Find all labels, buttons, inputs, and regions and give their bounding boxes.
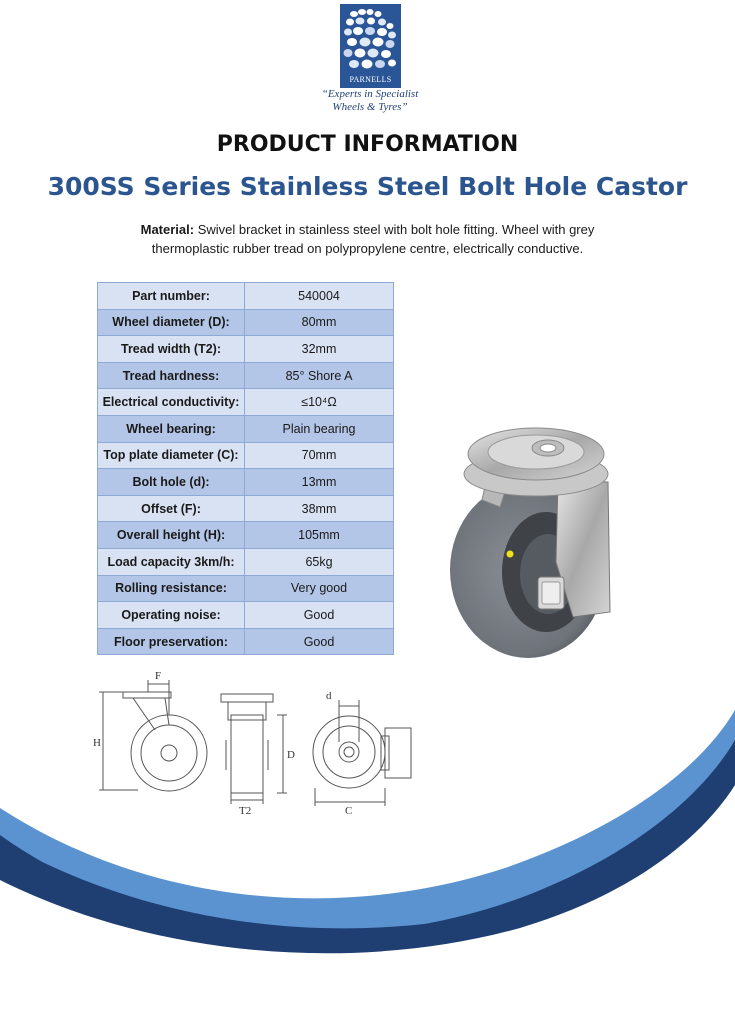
spec-value: Good (245, 602, 394, 629)
dim-label-height: H (93, 737, 101, 749)
spec-value: Plain bearing (245, 415, 394, 442)
spec-label: Floor preservation: (98, 628, 245, 655)
castor-product-image (438, 412, 638, 662)
decorative-wave (0, 690, 735, 1024)
spec-label: Tread width (T2): (98, 336, 245, 363)
spec-row (98, 495, 394, 522)
spec-row (98, 362, 394, 389)
spec-row (98, 628, 394, 655)
spec-label: Top plate diameter (C): (98, 442, 245, 469)
tagline-line-1: “Experts in Specialist (321, 88, 419, 100)
dim-label-tread-width: T2 (239, 805, 252, 815)
spec-value: 13mm (245, 469, 394, 496)
spec-row (98, 469, 394, 496)
spec-value: ≤10⁴Ω (245, 389, 394, 416)
spec-row (98, 336, 394, 363)
spec-value: 105mm (245, 522, 394, 549)
spec-row (98, 309, 394, 336)
spec-row (98, 575, 394, 602)
spec-label: Overall height (H): (98, 522, 245, 549)
spec-value: 85° Shore A (245, 362, 394, 389)
material-text: Swivel bracket in stainless steel with bolt hole fitting. Wheel with grey thermoplastic rubber tread on polypropylene centre, electrically conductive. (151, 222, 595, 256)
spec-row (98, 415, 394, 442)
spec-label: Operating noise: (98, 602, 245, 629)
spec-row (98, 389, 394, 416)
spec-label: Rolling resistance: (98, 575, 245, 602)
spec-value: 80mm (245, 309, 394, 336)
spec-table (97, 282, 394, 655)
spec-row (98, 283, 394, 310)
dim-label-top-plate: C (345, 805, 353, 815)
tagline-line-2: Wheels & Tyres” (332, 101, 408, 113)
spec-label: Wheel bearing: (98, 415, 245, 442)
page-title: PRODUCT INFORMATION (216, 132, 519, 157)
dim-label-diameter: D (287, 749, 295, 761)
dim-label-offset: F (155, 670, 162, 682)
dim-label-bolt-hole: d (326, 690, 332, 702)
spec-value: 65kg (245, 548, 394, 575)
spec-value: 32mm (245, 336, 394, 363)
spec-label: Bolt hole (d): (98, 469, 245, 496)
company-logo (340, 4, 401, 88)
spec-row (98, 442, 394, 469)
spec-label: Part number: (98, 283, 245, 310)
spec-label: Tread hardness: (98, 362, 245, 389)
material-label: Material: (140, 222, 195, 237)
spec-label: Load capacity 3km/h: (98, 548, 245, 575)
spec-value: Very good (245, 575, 394, 602)
spec-row (98, 602, 394, 629)
spec-label: Wheel diameter (D): (98, 309, 245, 336)
logo-company-name: PARNELLS (349, 75, 392, 84)
spec-value: 540004 (245, 283, 394, 310)
spec-value: 38mm (245, 495, 394, 522)
spec-row (98, 522, 394, 549)
spec-row (98, 548, 394, 575)
logo-tagline (300, 88, 440, 114)
spec-value: 70mm (245, 442, 394, 469)
material-description (110, 220, 625, 258)
product-title: 300SS Series Stainless Steel Bolt Hole Castor (47, 172, 688, 201)
spec-label: Electrical conductivity: (98, 389, 245, 416)
spec-label: Offset (F): (98, 495, 245, 522)
spec-value: Good (245, 628, 394, 655)
